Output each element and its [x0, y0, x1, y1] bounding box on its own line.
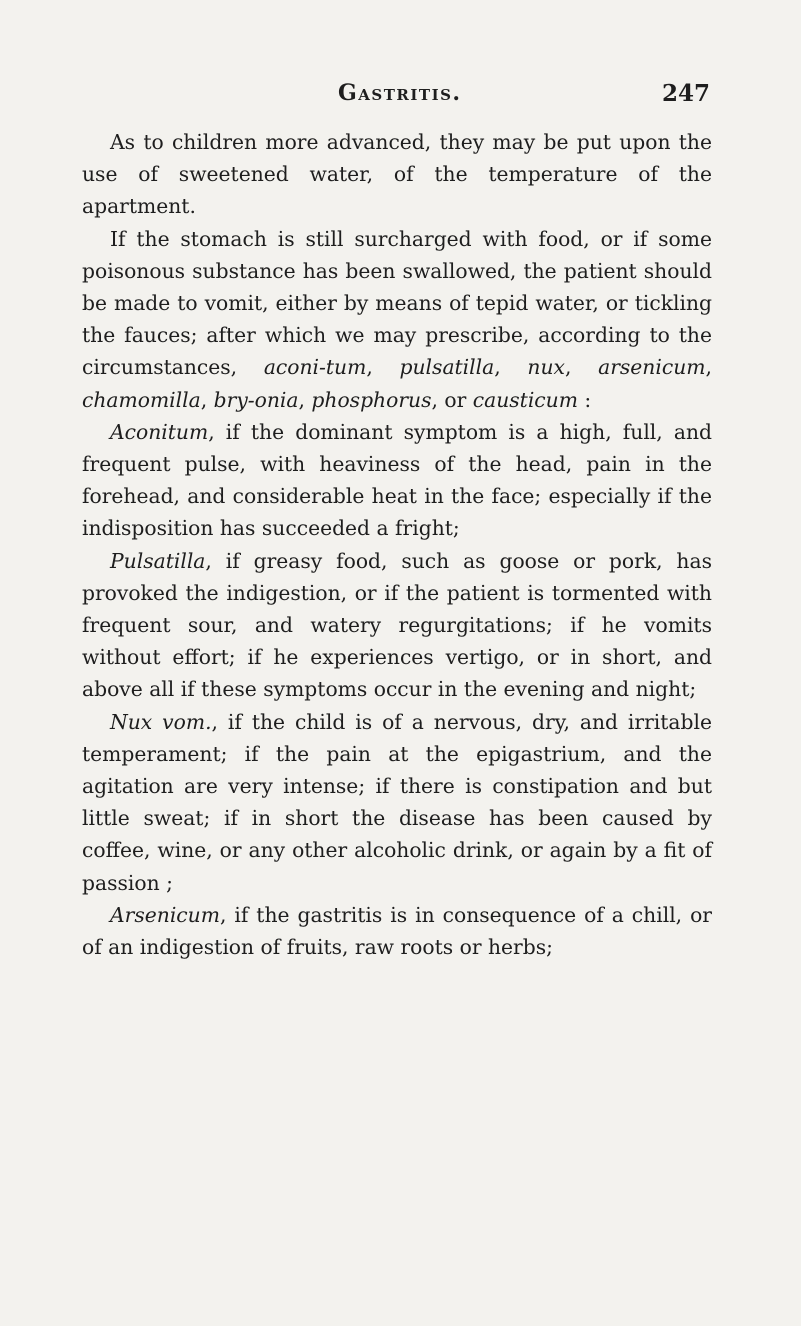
remedy-name: pulsatilla	[399, 355, 495, 380]
paragraph-aconitum	[82, 416, 712, 545]
paragraph-pulsatilla	[82, 545, 712, 706]
remedy-name: chamomilla	[82, 387, 201, 412]
remedy-heading: Arsenicum	[110, 902, 220, 927]
page-number: 247	[661, 80, 710, 107]
paragraph-text: , if greasy food, such as goose or pork, has provoked the indigestion, or if the patient is tormented with frequent sour, and watery regurgitations; if he vomits without effort; if he experiences vertigo, or in short, and above all if these symptoms occur in the evening and night;	[82, 548, 712, 702]
remedy-heading: Nux vom.	[110, 709, 212, 734]
paragraph-text: , if the child is of a nervous, dry, and irritable temperament; if the pain at the epigastrium, and the agitation are very intense; if there is constipation and but little sweat; if in short the disease has been caused by coffee, wine, or any other alcoholic drink, or again by a fit of passion ;	[82, 709, 712, 895]
remedy-heading: Aconitum	[110, 419, 209, 444]
paragraph-nux-vomica	[82, 706, 712, 899]
body-text	[82, 126, 712, 963]
paragraph-1	[82, 126, 712, 223]
remedy-heading: Pulsatilla	[110, 548, 206, 573]
paragraph-text: As to children more advanced, they may be put upon the use of sweetened water, of the temperature of the apartment.	[82, 130, 712, 219]
paragraph-text: , if the dominant symptom is a high, full, and frequent pulse, with heaviness of the head, pain in the forehead, and considerable heat in the face; especially if the indisposition has succeeded a fright;	[82, 419, 712, 541]
remedy-name: aconi-tum	[263, 355, 367, 380]
remedy-name: arsenicum	[598, 355, 706, 380]
paragraph-text: If the stomach is still surcharged with food, or if some poisonous substance has been swallowed, the patient should be made to vomit, either by means of tepid water, or tickling the fauces; after which we may prescribe, according to the circumstances,	[82, 226, 712, 380]
remedy-name: phosphorus	[311, 387, 432, 412]
paragraph-2: If the stomach is still surcharged with food, or if some poisonous substance has been swallowed, the patient should be made to vomit, either by means of tepid water, or tickling the fauces; after which we may prescribe, according to the circumstances, aconi-tum, pulsatilla, nux, arsenicum, chamomilla, bry-onia, phosphorus, or causticum :	[82, 226, 712, 412]
remedy-name: causticum	[472, 387, 578, 412]
paragraph-arsenicum	[82, 899, 712, 963]
remedy-name: bry-onia	[213, 387, 299, 412]
chapter-title: Gastritis.	[338, 80, 462, 106]
paragraph-text: , if the gastritis is in consequence of a chill, or of an indigestion of fruits, raw roots or herbs;	[82, 902, 712, 960]
running-head	[338, 80, 710, 110]
remedy-name: nux	[527, 355, 565, 380]
